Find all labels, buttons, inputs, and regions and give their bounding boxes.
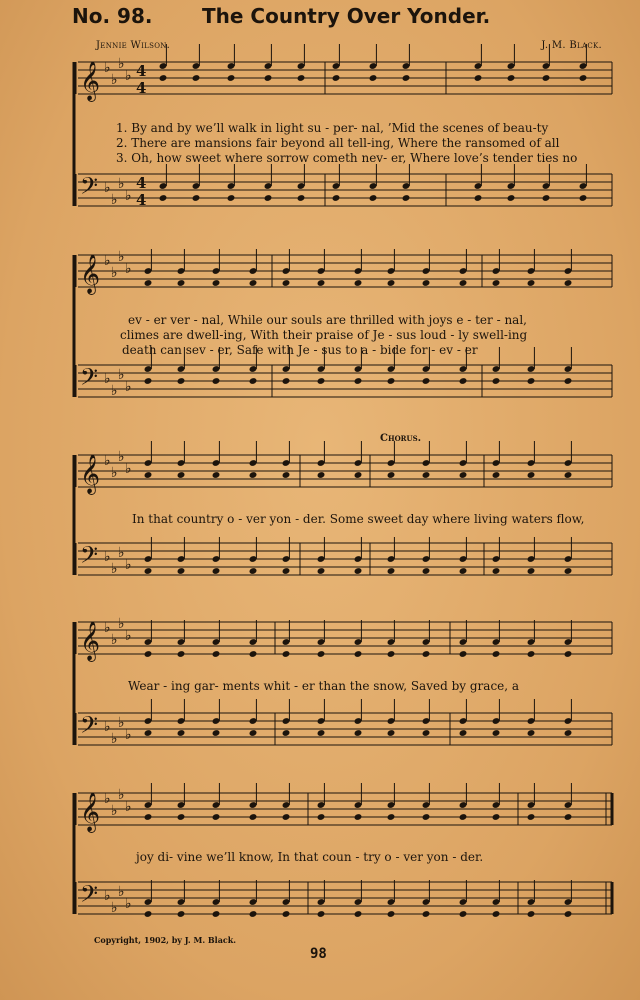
treble-clef-icon: 𝄞 bbox=[80, 621, 101, 661]
notehead bbox=[354, 813, 363, 821]
notehead bbox=[369, 74, 378, 82]
flat-sign-icon: ♭ bbox=[104, 791, 111, 807]
notehead bbox=[144, 650, 153, 658]
notehead bbox=[282, 650, 291, 658]
notehead bbox=[527, 471, 536, 479]
notehead bbox=[387, 567, 396, 575]
notehead bbox=[527, 377, 536, 385]
flat-sign-icon: ♭ bbox=[111, 900, 118, 916]
bass-clef-icon: 𝄢 bbox=[80, 711, 99, 744]
notehead bbox=[564, 650, 573, 658]
flat-sign-icon: ♭ bbox=[104, 549, 111, 565]
flat-sign-icon: ♭ bbox=[104, 180, 111, 196]
notehead bbox=[402, 74, 411, 82]
bass-clef-icon: 𝄢 bbox=[80, 363, 99, 396]
notehead bbox=[422, 471, 431, 479]
lyric-line-s1-v3: 3. Oh, how sweet where sorrow cometh nev- er, Where love’s tender ties no bbox=[116, 151, 578, 165]
flat-sign-icon: ♭ bbox=[118, 449, 125, 465]
notehead bbox=[227, 74, 236, 82]
lyric-line-s1-v2: 2. There are mansions fair beyond all tell-ing, Where the ransomed of all bbox=[116, 136, 560, 150]
flat-sign-icon: ♭ bbox=[111, 731, 118, 747]
notehead bbox=[144, 377, 153, 385]
notehead bbox=[564, 813, 573, 821]
notehead bbox=[387, 813, 396, 821]
flat-sign-icon: ♭ bbox=[125, 68, 132, 84]
notehead bbox=[249, 813, 258, 821]
hymn-title: The Country Over Yonder. bbox=[202, 4, 491, 28]
notehead bbox=[354, 729, 363, 737]
notehead bbox=[332, 74, 341, 82]
notehead bbox=[422, 650, 431, 658]
hymn-number: No. 98. bbox=[72, 4, 153, 28]
page-number: 98 bbox=[310, 946, 327, 962]
notehead bbox=[387, 471, 396, 479]
notehead bbox=[282, 813, 291, 821]
notehead bbox=[159, 74, 168, 82]
flat-sign-icon: ♭ bbox=[118, 249, 125, 265]
notehead bbox=[354, 377, 363, 385]
notehead bbox=[282, 910, 291, 918]
notehead bbox=[564, 910, 573, 918]
notehead bbox=[387, 729, 396, 737]
notehead bbox=[527, 279, 536, 287]
lyric-line-s3: In that country o - ver yon - der. Some sweet day where living waters flow, bbox=[132, 512, 585, 526]
flat-sign-icon: ♭ bbox=[125, 188, 132, 204]
notehead bbox=[492, 650, 501, 658]
notehead bbox=[422, 729, 431, 737]
notehead bbox=[227, 194, 236, 202]
notehead bbox=[144, 279, 153, 287]
flat-sign-icon: ♭ bbox=[111, 192, 118, 208]
notehead bbox=[317, 377, 326, 385]
flat-sign-icon: ♭ bbox=[104, 253, 111, 269]
notehead bbox=[249, 650, 258, 658]
notehead bbox=[144, 729, 153, 737]
notehead bbox=[564, 471, 573, 479]
notehead bbox=[282, 729, 291, 737]
notehead bbox=[422, 813, 431, 821]
notehead bbox=[177, 471, 186, 479]
notehead bbox=[422, 910, 431, 918]
copyright-notice: Copyright, 1902, by J. M. Black. bbox=[94, 935, 237, 945]
treble-clef-icon: 𝄞 bbox=[80, 61, 101, 101]
notehead bbox=[459, 567, 468, 575]
flat-sign-icon: ♭ bbox=[118, 787, 125, 803]
bass-clef-icon: 𝄢 bbox=[80, 541, 99, 574]
notehead bbox=[249, 567, 258, 575]
notehead bbox=[459, 729, 468, 737]
notehead bbox=[387, 910, 396, 918]
notehead bbox=[282, 279, 291, 287]
notehead bbox=[317, 813, 326, 821]
flat-sign-icon: ♭ bbox=[111, 465, 118, 481]
bass-clef-icon: 𝄢 bbox=[80, 880, 99, 913]
time-signature-top: 4 bbox=[136, 62, 147, 80]
flat-sign-icon: ♭ bbox=[104, 719, 111, 735]
flat-sign-icon: ♭ bbox=[111, 803, 118, 819]
notehead bbox=[527, 567, 536, 575]
composer-credit: J. M. Black. bbox=[541, 40, 602, 51]
notehead bbox=[212, 567, 221, 575]
notehead bbox=[177, 377, 186, 385]
flat-sign-icon: ♭ bbox=[118, 176, 125, 192]
notehead bbox=[579, 194, 588, 202]
notehead bbox=[459, 813, 468, 821]
notehead bbox=[369, 194, 378, 202]
time-signature-bottom: 4 bbox=[136, 191, 147, 209]
notehead bbox=[212, 813, 221, 821]
notehead bbox=[249, 279, 258, 287]
notehead bbox=[542, 74, 551, 82]
notehead bbox=[177, 567, 186, 575]
notehead bbox=[474, 194, 483, 202]
lyricist-credit: Jennie Wilson. bbox=[96, 40, 171, 51]
notehead bbox=[297, 194, 306, 202]
notehead bbox=[422, 377, 431, 385]
notehead bbox=[212, 729, 221, 737]
flat-sign-icon: ♭ bbox=[125, 461, 132, 477]
flat-sign-icon: ♭ bbox=[125, 628, 132, 644]
notehead bbox=[579, 74, 588, 82]
treble-clef-icon: 𝄞 bbox=[80, 254, 101, 294]
flat-sign-icon: ♭ bbox=[111, 265, 118, 281]
flat-sign-icon: ♭ bbox=[111, 561, 118, 577]
notehead bbox=[264, 74, 273, 82]
treble-clef-icon: 𝄞 bbox=[80, 454, 101, 494]
notehead bbox=[492, 567, 501, 575]
notehead bbox=[527, 650, 536, 658]
notehead bbox=[317, 471, 326, 479]
flat-sign-icon: ♭ bbox=[125, 727, 132, 743]
flat-sign-icon: ♭ bbox=[104, 60, 111, 76]
notehead bbox=[527, 910, 536, 918]
notehead bbox=[459, 377, 468, 385]
notehead bbox=[249, 377, 258, 385]
notehead bbox=[212, 377, 221, 385]
notehead bbox=[422, 567, 431, 575]
notehead bbox=[144, 910, 153, 918]
notehead bbox=[177, 813, 186, 821]
notehead bbox=[354, 279, 363, 287]
flat-sign-icon: ♭ bbox=[111, 72, 118, 88]
flat-sign-icon: ♭ bbox=[118, 715, 125, 731]
lyric-line-s2-v1: ev - er ver - nal, While our souls are thrilled with joys e - ter - nal, bbox=[128, 313, 527, 327]
time-signature-bottom: 4 bbox=[136, 79, 147, 97]
notehead bbox=[192, 74, 201, 82]
notehead bbox=[492, 279, 501, 287]
treble-clef-icon: 𝄞 bbox=[80, 792, 101, 832]
notehead bbox=[387, 377, 396, 385]
notehead bbox=[507, 194, 516, 202]
notehead bbox=[282, 377, 291, 385]
notehead bbox=[354, 471, 363, 479]
notehead bbox=[459, 650, 468, 658]
notehead bbox=[387, 279, 396, 287]
flat-sign-icon: ♭ bbox=[104, 620, 111, 636]
flat-sign-icon: ♭ bbox=[118, 56, 125, 72]
notehead bbox=[249, 910, 258, 918]
notehead bbox=[212, 910, 221, 918]
flat-sign-icon: ♭ bbox=[111, 632, 118, 648]
flat-sign-icon: ♭ bbox=[104, 371, 111, 387]
notehead bbox=[527, 813, 536, 821]
notehead bbox=[282, 567, 291, 575]
notehead bbox=[177, 279, 186, 287]
notehead bbox=[422, 279, 431, 287]
flat-sign-icon: ♭ bbox=[125, 261, 132, 277]
flat-sign-icon: ♭ bbox=[118, 367, 125, 383]
notehead bbox=[282, 471, 291, 479]
notehead bbox=[177, 910, 186, 918]
notehead bbox=[354, 567, 363, 575]
notehead bbox=[507, 74, 516, 82]
flat-sign-icon: ♭ bbox=[125, 799, 132, 815]
notehead bbox=[492, 471, 501, 479]
notehead bbox=[459, 279, 468, 287]
notehead bbox=[159, 194, 168, 202]
notehead bbox=[564, 729, 573, 737]
notehead bbox=[402, 194, 411, 202]
notehead bbox=[317, 910, 326, 918]
notehead bbox=[317, 650, 326, 658]
notehead bbox=[492, 729, 501, 737]
chorus-label: Chorus. bbox=[380, 433, 422, 444]
flat-sign-icon: ♭ bbox=[111, 383, 118, 399]
notehead bbox=[332, 194, 341, 202]
flat-sign-icon: ♭ bbox=[118, 545, 125, 561]
notehead bbox=[177, 650, 186, 658]
notehead bbox=[212, 471, 221, 479]
notehead bbox=[144, 813, 153, 821]
notehead bbox=[459, 910, 468, 918]
notehead bbox=[249, 471, 258, 479]
notehead bbox=[354, 650, 363, 658]
notehead bbox=[387, 650, 396, 658]
notehead bbox=[317, 729, 326, 737]
notehead bbox=[264, 194, 273, 202]
notehead bbox=[192, 194, 201, 202]
notehead bbox=[564, 567, 573, 575]
time-signature-top: 4 bbox=[136, 174, 147, 192]
lyric-line-s2-v3: death can sev - er, Safe with Je - sus to a - bide for - ev - er bbox=[122, 343, 478, 357]
flat-sign-icon: ♭ bbox=[118, 616, 125, 632]
flat-sign-icon: ♭ bbox=[125, 896, 132, 912]
notehead bbox=[527, 729, 536, 737]
notehead bbox=[317, 279, 326, 287]
notehead bbox=[354, 910, 363, 918]
flat-sign-icon: ♭ bbox=[118, 884, 125, 900]
notehead bbox=[564, 377, 573, 385]
notehead bbox=[564, 279, 573, 287]
notehead bbox=[177, 729, 186, 737]
lyric-line-s5: joy di- vine we’ll know, In that coun - try o - ver yon - der. bbox=[136, 850, 484, 864]
notehead bbox=[212, 279, 221, 287]
flat-sign-icon: ♭ bbox=[125, 379, 132, 395]
notehead bbox=[297, 74, 306, 82]
bass-clef-icon: 𝄢 bbox=[80, 172, 99, 205]
notehead bbox=[459, 471, 468, 479]
lyric-line-s4: Wear - ing gar- ments whit - er than the snow, Saved by grace, a bbox=[128, 679, 520, 693]
lyric-line-s2-v2: climes are dwell-ing, With their praise of Je - sus loud - ly swell-ing bbox=[120, 328, 528, 342]
flat-sign-icon: ♭ bbox=[104, 453, 111, 469]
lyric-line-s1-v1: 1. By and by we’ll walk in light su - per- nal, ’Mid the scenes of beau-ty bbox=[116, 121, 549, 135]
flat-sign-icon: ♭ bbox=[104, 888, 111, 904]
notehead bbox=[474, 74, 483, 82]
notehead bbox=[317, 567, 326, 575]
notehead bbox=[144, 567, 153, 575]
notehead bbox=[492, 910, 501, 918]
flat-sign-icon: ♭ bbox=[125, 557, 132, 573]
notehead bbox=[249, 729, 258, 737]
notehead bbox=[492, 813, 501, 821]
notehead bbox=[542, 194, 551, 202]
notehead bbox=[492, 377, 501, 385]
notehead bbox=[212, 650, 221, 658]
notehead bbox=[144, 471, 153, 479]
